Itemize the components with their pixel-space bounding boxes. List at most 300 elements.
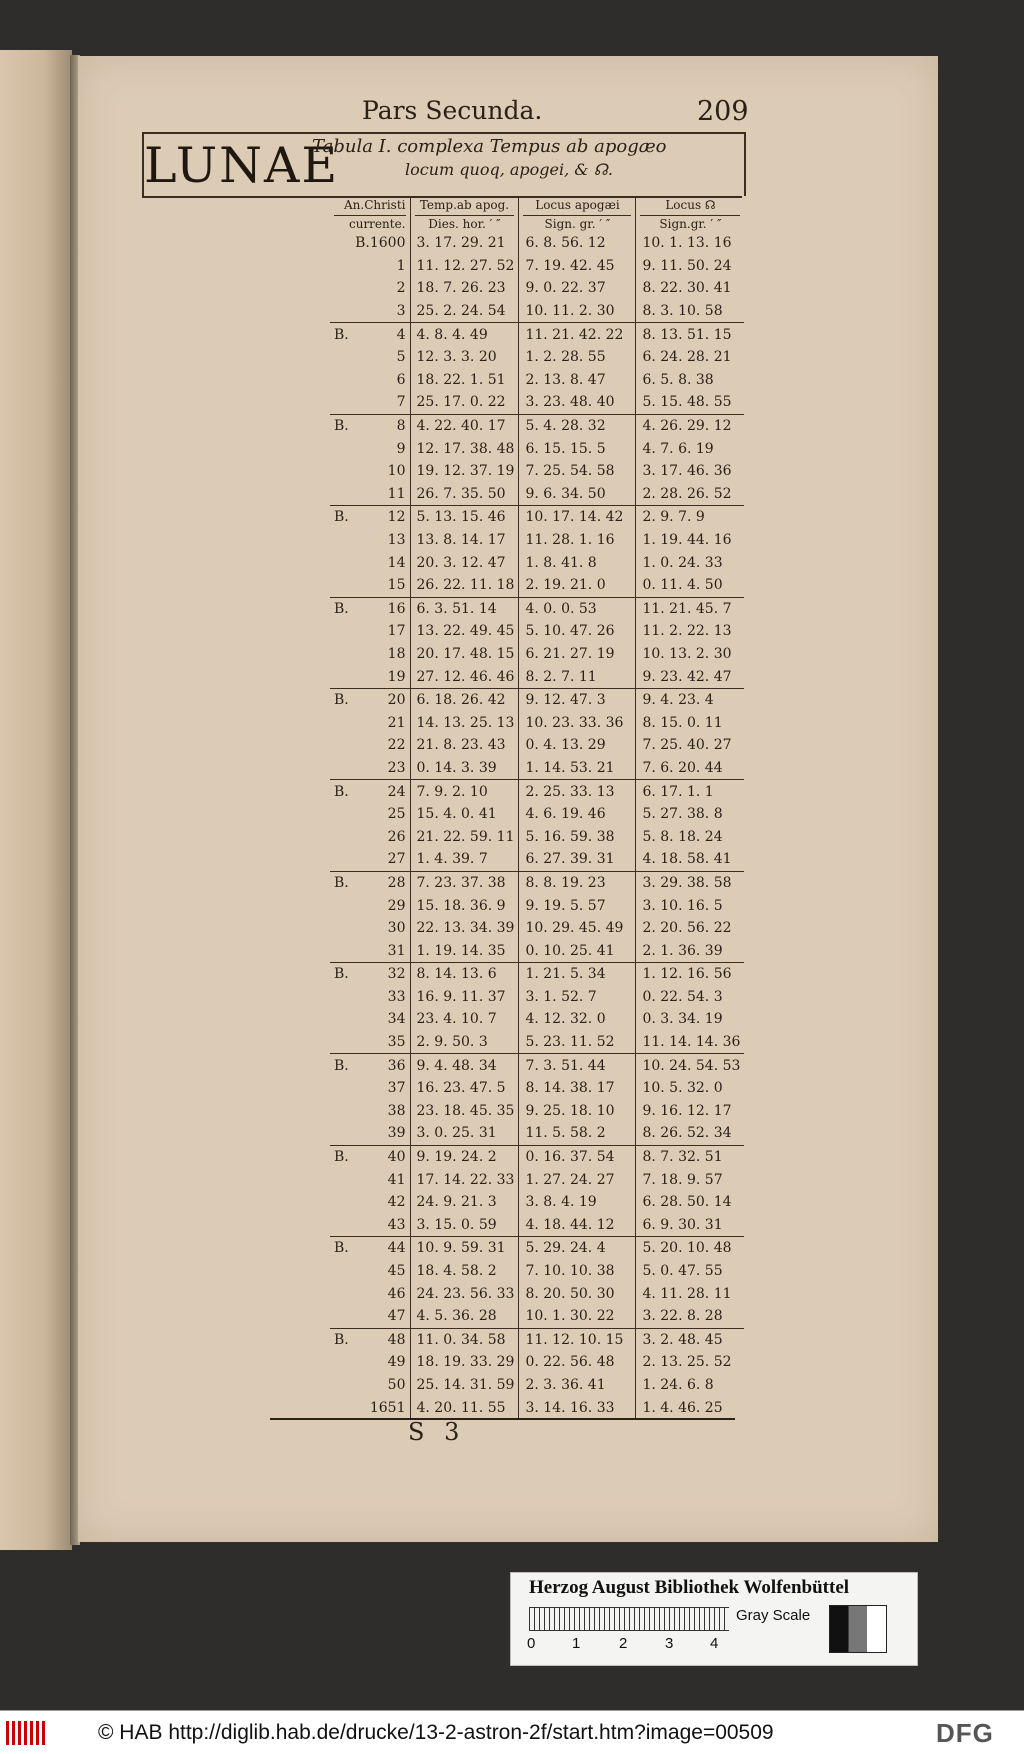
apogee-position-cell: 7. 3. 51. 44: [519, 1054, 636, 1077]
apogee-position-cell: 8. 2. 7. 11: [519, 665, 636, 688]
signature-mark: S 3: [408, 1418, 466, 1446]
gray-scale-label: Gray Scale: [736, 1607, 811, 1624]
apogee-position-cell: 9. 0. 22. 37: [519, 277, 636, 300]
apogee-position-cell: 0. 10. 25. 41: [519, 939, 636, 962]
apogee-position-cell: 4. 18. 44. 12: [519, 1214, 636, 1237]
year-cell: [330, 483, 410, 506]
table-row: [330, 1191, 744, 1214]
year-value: 20: [387, 692, 406, 709]
year-cell: [330, 1031, 410, 1054]
node-position-cell: 3. 17. 46. 36: [642, 463, 732, 480]
node-position-cell: 5. 27. 38. 8: [642, 806, 723, 823]
time-from-apogee-cell: 4. 20. 11. 55: [410, 1396, 519, 1419]
time-from-apogee-cell: 25. 14. 31. 59: [410, 1374, 519, 1397]
node-position-cell: 11. 21. 45. 7: [642, 600, 732, 617]
year-value: 29: [387, 897, 406, 914]
year-value: 5: [396, 349, 406, 366]
year-cell: [330, 346, 410, 369]
apogee-position-cell: 2. 25. 33. 13: [519, 780, 636, 803]
node-position-cell: 6. 17. 1. 1: [642, 783, 714, 800]
apogee-position-cell: 10. 23. 33. 36: [519, 711, 636, 734]
time-from-apogee-cell: 23. 4. 10. 7: [410, 1008, 519, 1031]
time-from-apogee-cell: 18. 19. 33. 29: [410, 1351, 519, 1374]
table-row: [330, 483, 744, 506]
table-row: [330, 551, 744, 574]
year-cell: [330, 1122, 410, 1145]
gray-scale-swatch: [829, 1605, 887, 1653]
library-name: Herzog August Bibliothek Wolfenbüttel: [529, 1577, 850, 1598]
table-row: [330, 1237, 744, 1260]
bissextile-mark: B.: [334, 966, 349, 983]
table-row: [330, 665, 744, 688]
bissextile-mark: B.: [334, 600, 349, 617]
table-row: [330, 1396, 744, 1419]
node-position-cell: 10. 13. 2. 30: [642, 645, 732, 662]
table-row: [330, 369, 744, 392]
time-from-apogee-cell: 15. 18. 36. 9: [410, 894, 519, 917]
table-row: [330, 917, 744, 940]
year-cell: [330, 825, 410, 848]
year-value: 7: [396, 394, 406, 411]
apogee-position-cell: 7. 10. 10. 38: [519, 1260, 636, 1283]
node-position-cell: 3. 29. 38. 58: [642, 874, 732, 891]
node-position-cell: 1. 19. 44. 16: [642, 532, 732, 549]
year-cell: [330, 963, 410, 986]
year-cell: [330, 711, 410, 734]
node-position-cell: 10. 1. 13. 16: [642, 235, 732, 252]
time-from-apogee-cell: 18. 4. 58. 2: [410, 1260, 519, 1283]
year-value: 8: [396, 418, 406, 435]
table-row: [330, 986, 744, 1009]
table-body: [330, 232, 744, 1419]
table-row: [330, 1054, 744, 1077]
year-cell: [330, 300, 410, 323]
year-value: 22: [387, 737, 406, 754]
column-header-time: [410, 198, 519, 232]
year-value: 16: [387, 600, 406, 617]
node-position-cell: 4. 26. 29. 12: [642, 418, 732, 435]
node-position-cell: 9. 16. 12. 17: [642, 1102, 732, 1119]
year-value: 27: [387, 851, 406, 868]
bissextile-mark: B.: [334, 326, 349, 343]
column-header-time-sub: Dies. hor. ′ ″: [415, 215, 515, 232]
node-position-cell: 8. 22. 30. 41: [642, 280, 732, 297]
time-from-apogee-cell: 12. 3. 3. 20: [410, 346, 519, 369]
apogee-position-cell: 3. 8. 4. 19: [519, 1191, 636, 1214]
time-from-apogee-cell: 18. 22. 1. 51: [410, 369, 519, 392]
year-value: 46: [387, 1285, 406, 1302]
apogee-position-cell: 4. 6. 19. 46: [519, 803, 636, 826]
apogee-position-cell: 5. 23. 11. 52: [519, 1031, 636, 1054]
node-position-cell: 6. 28. 50. 14: [642, 1194, 732, 1211]
year-value: 41: [387, 1171, 406, 1188]
node-position-cell: 7. 18. 9. 57: [642, 1171, 723, 1188]
table-row: [330, 894, 744, 917]
time-from-apogee-cell: 12. 17. 38. 48: [410, 437, 519, 460]
apogee-position-cell: 1. 27. 24. 27: [519, 1168, 636, 1191]
year-cell: [330, 1374, 410, 1397]
apogee-position-cell: 9. 12. 47. 3: [519, 688, 636, 711]
table-row: [330, 1374, 744, 1397]
bissextile-mark: B.: [334, 418, 349, 435]
time-from-apogee-cell: 14. 13. 25. 13: [410, 711, 519, 734]
node-position-cell: 0. 3. 34. 19: [642, 1011, 723, 1028]
year-cell: [330, 894, 410, 917]
year-cell: [330, 597, 410, 620]
year-value: 36: [387, 1057, 406, 1074]
table-row: [330, 848, 744, 871]
time-from-apogee-cell: 26. 7. 35. 50: [410, 483, 519, 506]
time-from-apogee-cell: 27. 12. 46. 46: [410, 665, 519, 688]
apogee-position-cell: 1. 14. 53. 21: [519, 757, 636, 780]
year-value: 50: [387, 1376, 406, 1393]
time-from-apogee-cell: 21. 8. 23. 43: [410, 734, 519, 757]
scale-label: 2: [619, 1635, 628, 1652]
year-cell: [330, 665, 410, 688]
column-header-year-top: An.Christi: [343, 198, 406, 212]
year-value: 18: [387, 645, 406, 662]
year-cell: [330, 1214, 410, 1237]
node-position-cell: 3. 2. 48. 45: [642, 1331, 723, 1348]
table-row: [330, 232, 744, 255]
table-row: [330, 1008, 744, 1031]
bissextile-mark: B.: [334, 1331, 349, 1348]
node-position-cell: 4. 18. 58. 41: [636, 848, 744, 871]
table-row: [330, 574, 744, 597]
year-cell: [330, 551, 410, 574]
table-row: [330, 643, 744, 666]
time-from-apogee-cell: 19. 12. 37. 19: [410, 460, 519, 483]
year-cell: [330, 1100, 410, 1123]
node-position-cell: 2. 1. 36. 39: [636, 939, 744, 962]
apogee-position-cell: 8. 14. 38. 17: [519, 1077, 636, 1100]
node-position-cell: 1. 24. 6. 8: [642, 1376, 714, 1393]
table-row: [330, 323, 744, 346]
time-from-apogee-cell: 21. 22. 59. 11: [410, 825, 519, 848]
reference-card: [510, 1572, 918, 1666]
dfg-logo: DFG: [936, 1718, 994, 1748]
node-position-cell: 5. 0. 47. 55: [642, 1263, 723, 1280]
year-cell: [330, 620, 410, 643]
apogee-position-cell: 10. 11. 2. 30: [519, 300, 636, 323]
table-row: [330, 391, 744, 414]
year-value: 35: [387, 1034, 406, 1051]
scale-label: 1: [572, 1635, 581, 1652]
column-header-time-top: Temp.ab apog.: [419, 198, 510, 212]
year-value: 17: [387, 623, 406, 640]
apogee-position-cell: 0. 16. 37. 54: [519, 1145, 636, 1168]
node-position-cell: 0. 22. 54. 3: [642, 988, 723, 1005]
apogee-position-cell: 11. 5. 58. 2: [519, 1122, 636, 1145]
table-subtitle-line-2: locum quoq, apogei, & ☊.: [405, 160, 613, 179]
year-cell: [330, 1305, 410, 1328]
bissextile-mark: B.: [334, 1240, 349, 1257]
table-row: [330, 1145, 744, 1168]
node-position-cell: 5. 8. 18. 24: [642, 828, 723, 845]
facing-page-edge: [0, 50, 72, 1550]
year-cell: [330, 848, 410, 871]
table-row: [330, 300, 744, 323]
node-position-cell: 3. 10. 16. 5: [642, 897, 723, 914]
year-cell: [330, 574, 410, 597]
table-row: [330, 803, 744, 826]
year-cell: [330, 1282, 410, 1305]
node-position-cell: 1. 4. 46. 25: [642, 1399, 723, 1416]
node-position-cell: 7. 6. 20. 44: [636, 757, 744, 780]
apogee-position-cell: 6. 27. 39. 31: [519, 848, 636, 871]
time-from-apogee-cell: 0. 14. 3. 39: [410, 757, 519, 780]
year-cell: [330, 757, 410, 780]
time-from-apogee-cell: 1. 19. 14. 35: [410, 939, 519, 962]
year-cell: [330, 939, 410, 962]
footer-url[interactable]: © HAB http://diglib.hab.de/drucke/13-2-astron-2f/start.htm?image=00509: [98, 1721, 774, 1744]
table-row: [330, 1328, 744, 1351]
table-row: [330, 1214, 744, 1237]
node-position-cell: 6. 5. 8. 38: [642, 371, 714, 388]
time-from-apogee-cell: 4. 22. 40. 17: [410, 414, 519, 437]
node-position-cell: 8. 15. 0. 11: [642, 714, 723, 731]
column-header-year-sub: currente.: [334, 215, 406, 232]
year-value: 44: [387, 1240, 406, 1257]
year-value: 13: [387, 532, 406, 549]
year-cell: [330, 323, 410, 346]
column-header-node: [636, 198, 744, 232]
table-row: [330, 1031, 744, 1054]
year-cell: [330, 1054, 410, 1077]
year-value: 34: [387, 1011, 406, 1028]
table-row: [330, 871, 744, 894]
table-title: LUNAE: [144, 137, 340, 194]
apogee-position-cell: 6. 8. 56. 12: [519, 232, 636, 255]
node-position-cell: 9. 4. 23. 4: [642, 692, 714, 709]
apogee-position-cell: 3. 14. 16. 33: [519, 1396, 636, 1419]
year-value: B.1600: [355, 235, 406, 252]
table-row: [330, 1100, 744, 1123]
node-position-cell: 6. 24. 28. 21: [642, 349, 732, 366]
apogee-position-cell: 5. 29. 24. 4: [519, 1237, 636, 1260]
year-cell: [330, 1396, 410, 1419]
apogee-position-cell: 11. 12. 10. 15: [519, 1328, 636, 1351]
time-from-apogee-cell: 7. 9. 2. 10: [410, 780, 519, 803]
table-row: [330, 780, 744, 803]
year-cell: [330, 917, 410, 940]
time-from-apogee-cell: 10. 9. 59. 31: [410, 1237, 519, 1260]
table-row: [330, 1122, 744, 1145]
time-from-apogee-cell: 17. 14. 22. 33: [410, 1168, 519, 1191]
year-value: 21: [387, 714, 406, 731]
node-position-cell: 5. 20. 10. 48: [642, 1240, 732, 1257]
time-from-apogee-cell: 22. 13. 34. 39: [410, 917, 519, 940]
year-value: 15: [387, 577, 406, 594]
time-from-apogee-cell: 24. 9. 21. 3: [410, 1191, 519, 1214]
node-position-cell: 8. 26. 52. 34: [636, 1122, 744, 1145]
year-value: 3: [396, 303, 406, 320]
apogee-position-cell: 7. 19. 42. 45: [519, 255, 636, 278]
table-row: [330, 414, 744, 437]
apogee-position-cell: 6. 15. 15. 5: [519, 437, 636, 460]
scale-ruler: [529, 1607, 729, 1631]
time-from-apogee-cell: 23. 18. 45. 35: [410, 1100, 519, 1123]
node-position-cell: 10. 24. 54. 53: [642, 1057, 741, 1074]
apogee-position-cell: 9. 6. 34. 50: [519, 483, 636, 506]
bissextile-mark: B.: [334, 1149, 349, 1166]
node-position-cell: 4. 11. 28. 11: [642, 1285, 732, 1302]
table-row: [330, 346, 744, 369]
time-from-apogee-cell: 3. 15. 0. 59: [410, 1214, 519, 1237]
barcode-icon: [6, 1721, 48, 1745]
apogee-position-cell: 11. 21. 42. 22: [519, 323, 636, 346]
year-cell: [330, 506, 410, 529]
apogee-position-cell: 10. 17. 14. 42: [519, 506, 636, 529]
year-value: 14: [387, 554, 406, 571]
table-row: [330, 277, 744, 300]
year-value: 40: [387, 1149, 406, 1166]
year-cell: [330, 437, 410, 460]
time-from-apogee-cell: 18. 7. 26. 23: [410, 277, 519, 300]
time-from-apogee-cell: 13. 22. 49. 45: [410, 620, 519, 643]
time-from-apogee-cell: 4. 8. 4. 49: [410, 323, 519, 346]
year-value: 6: [396, 371, 406, 388]
year-value: 1: [396, 257, 406, 274]
year-value: 37: [387, 1080, 406, 1097]
column-header-year: [330, 198, 410, 232]
year-cell: [330, 232, 410, 255]
apogee-position-cell: 11. 28. 1. 16: [519, 529, 636, 552]
scale-label: 3: [665, 1635, 674, 1652]
apogee-position-cell: 8. 8. 19. 23: [519, 871, 636, 894]
table-row: [330, 711, 744, 734]
year-cell: [330, 1168, 410, 1191]
apogee-position-cell: 10. 1. 30. 22: [519, 1305, 636, 1328]
apogee-position-cell: 5. 16. 59. 38: [519, 825, 636, 848]
table-row: [330, 1305, 744, 1328]
column-header-apogee-top: Locus apogæi: [535, 198, 620, 212]
year-cell: [330, 460, 410, 483]
apogee-position-cell: 1. 21. 5. 34: [519, 963, 636, 986]
table-row: [330, 1260, 744, 1283]
node-position-cell: 11. 2. 22. 13: [642, 623, 732, 640]
lunar-table: [330, 198, 744, 1419]
apogee-position-cell: 4. 0. 0. 53: [519, 597, 636, 620]
apogee-position-cell: 5. 4. 28. 32: [519, 414, 636, 437]
year-cell: [330, 414, 410, 437]
node-position-cell: 9. 23. 42. 47: [636, 665, 744, 688]
year-cell: [330, 529, 410, 552]
year-cell: [330, 688, 410, 711]
year-cell: [330, 734, 410, 757]
apogee-position-cell: 3. 1. 52. 7: [519, 986, 636, 1009]
table-row: [330, 963, 744, 986]
table-row: [330, 1351, 744, 1374]
year-value: 49: [387, 1354, 406, 1371]
bottom-rule: [270, 1418, 735, 1420]
year-value: 1651: [369, 1399, 406, 1416]
year-value: 43: [387, 1216, 406, 1233]
apogee-position-cell: 1. 2. 28. 55: [519, 346, 636, 369]
table-row: [330, 460, 744, 483]
year-value: 42: [387, 1194, 406, 1211]
bissextile-mark: B.: [334, 509, 349, 526]
year-cell: [330, 1328, 410, 1351]
table-row: [330, 620, 744, 643]
time-from-apogee-cell: 11. 0. 34. 58: [410, 1328, 519, 1351]
year-value: 39: [387, 1125, 406, 1142]
year-cell: [330, 803, 410, 826]
time-from-apogee-cell: 7. 23. 37. 38: [410, 871, 519, 894]
node-position-cell: 10. 5. 32. 0: [642, 1080, 723, 1097]
column-header-apogee: [519, 198, 636, 232]
time-from-apogee-cell: 15. 4. 0. 41: [410, 803, 519, 826]
year-value: 25: [387, 806, 406, 823]
table-row: [330, 688, 744, 711]
time-from-apogee-cell: 8. 14. 13. 6: [410, 963, 519, 986]
scale-label: 4: [710, 1635, 719, 1652]
table-row: [330, 939, 744, 962]
table-row: [330, 529, 744, 552]
time-from-apogee-cell: 11. 12. 27. 52: [410, 255, 519, 278]
time-from-apogee-cell: 5. 13. 15. 46: [410, 506, 519, 529]
running-head: Pars Secunda.: [362, 96, 543, 125]
year-value: 9: [396, 440, 406, 457]
node-position-cell: 2. 13. 25. 52: [642, 1354, 732, 1371]
page-number: 209: [697, 96, 749, 127]
time-from-apogee-cell: 3. 17. 29. 21: [410, 232, 519, 255]
table-row: [330, 825, 744, 848]
year-value: 26: [387, 828, 406, 845]
year-value: 28: [387, 874, 406, 891]
node-position-cell: 1. 12. 16. 56: [642, 966, 732, 983]
year-cell: [330, 255, 410, 278]
time-from-apogee-cell: 1. 4. 39. 7: [410, 848, 519, 871]
column-header-node-top: Locus ☊: [665, 198, 716, 212]
table-row: [330, 255, 744, 278]
year-value: 12: [387, 509, 406, 526]
table-row: [330, 1168, 744, 1191]
apogee-position-cell: 7. 25. 54. 58: [519, 460, 636, 483]
table-subtitle-line-1: Tabula I. complexa Tempus ab apogæo: [312, 136, 667, 157]
node-position-cell: 8. 3. 10. 58: [636, 300, 744, 323]
node-position-cell: 3. 22. 8. 28: [636, 1305, 744, 1328]
time-from-apogee-cell: 13. 8. 14. 17: [410, 529, 519, 552]
time-from-apogee-cell: 4. 5. 36. 28: [410, 1305, 519, 1328]
year-value: 2: [396, 280, 406, 297]
year-value: 30: [387, 920, 406, 937]
node-position-cell: 0. 11. 4. 50: [636, 574, 744, 597]
year-value: 45: [387, 1263, 406, 1280]
apogee-position-cell: 2. 3. 36. 41: [519, 1374, 636, 1397]
year-value: 11: [387, 485, 406, 502]
time-from-apogee-cell: 6. 3. 51. 14: [410, 597, 519, 620]
apogee-position-cell: 2. 13. 8. 47: [519, 369, 636, 392]
column-header-node-sub: Sign.gr. ′ ″: [640, 215, 740, 232]
year-cell: [330, 391, 410, 414]
bissextile-mark: B.: [334, 692, 349, 709]
year-cell: [330, 1237, 410, 1260]
node-position-cell: 1. 0. 24. 33: [642, 554, 723, 571]
apogee-position-cell: 0. 22. 56. 48: [519, 1351, 636, 1374]
apogee-position-cell: 10. 29. 45. 49: [519, 917, 636, 940]
year-cell: [330, 780, 410, 803]
node-position-cell: 6. 9. 30. 31: [636, 1214, 744, 1237]
year-cell: [330, 1008, 410, 1031]
time-from-apogee-cell: 26. 22. 11. 18: [410, 574, 519, 597]
time-from-apogee-cell: 16. 23. 47. 5: [410, 1077, 519, 1100]
time-from-apogee-cell: 3. 0. 25. 31: [410, 1122, 519, 1145]
year-value: 4: [396, 326, 406, 343]
apogee-position-cell: 9. 19. 5. 57: [519, 894, 636, 917]
table-row: [330, 1282, 744, 1305]
year-cell: [330, 1351, 410, 1374]
